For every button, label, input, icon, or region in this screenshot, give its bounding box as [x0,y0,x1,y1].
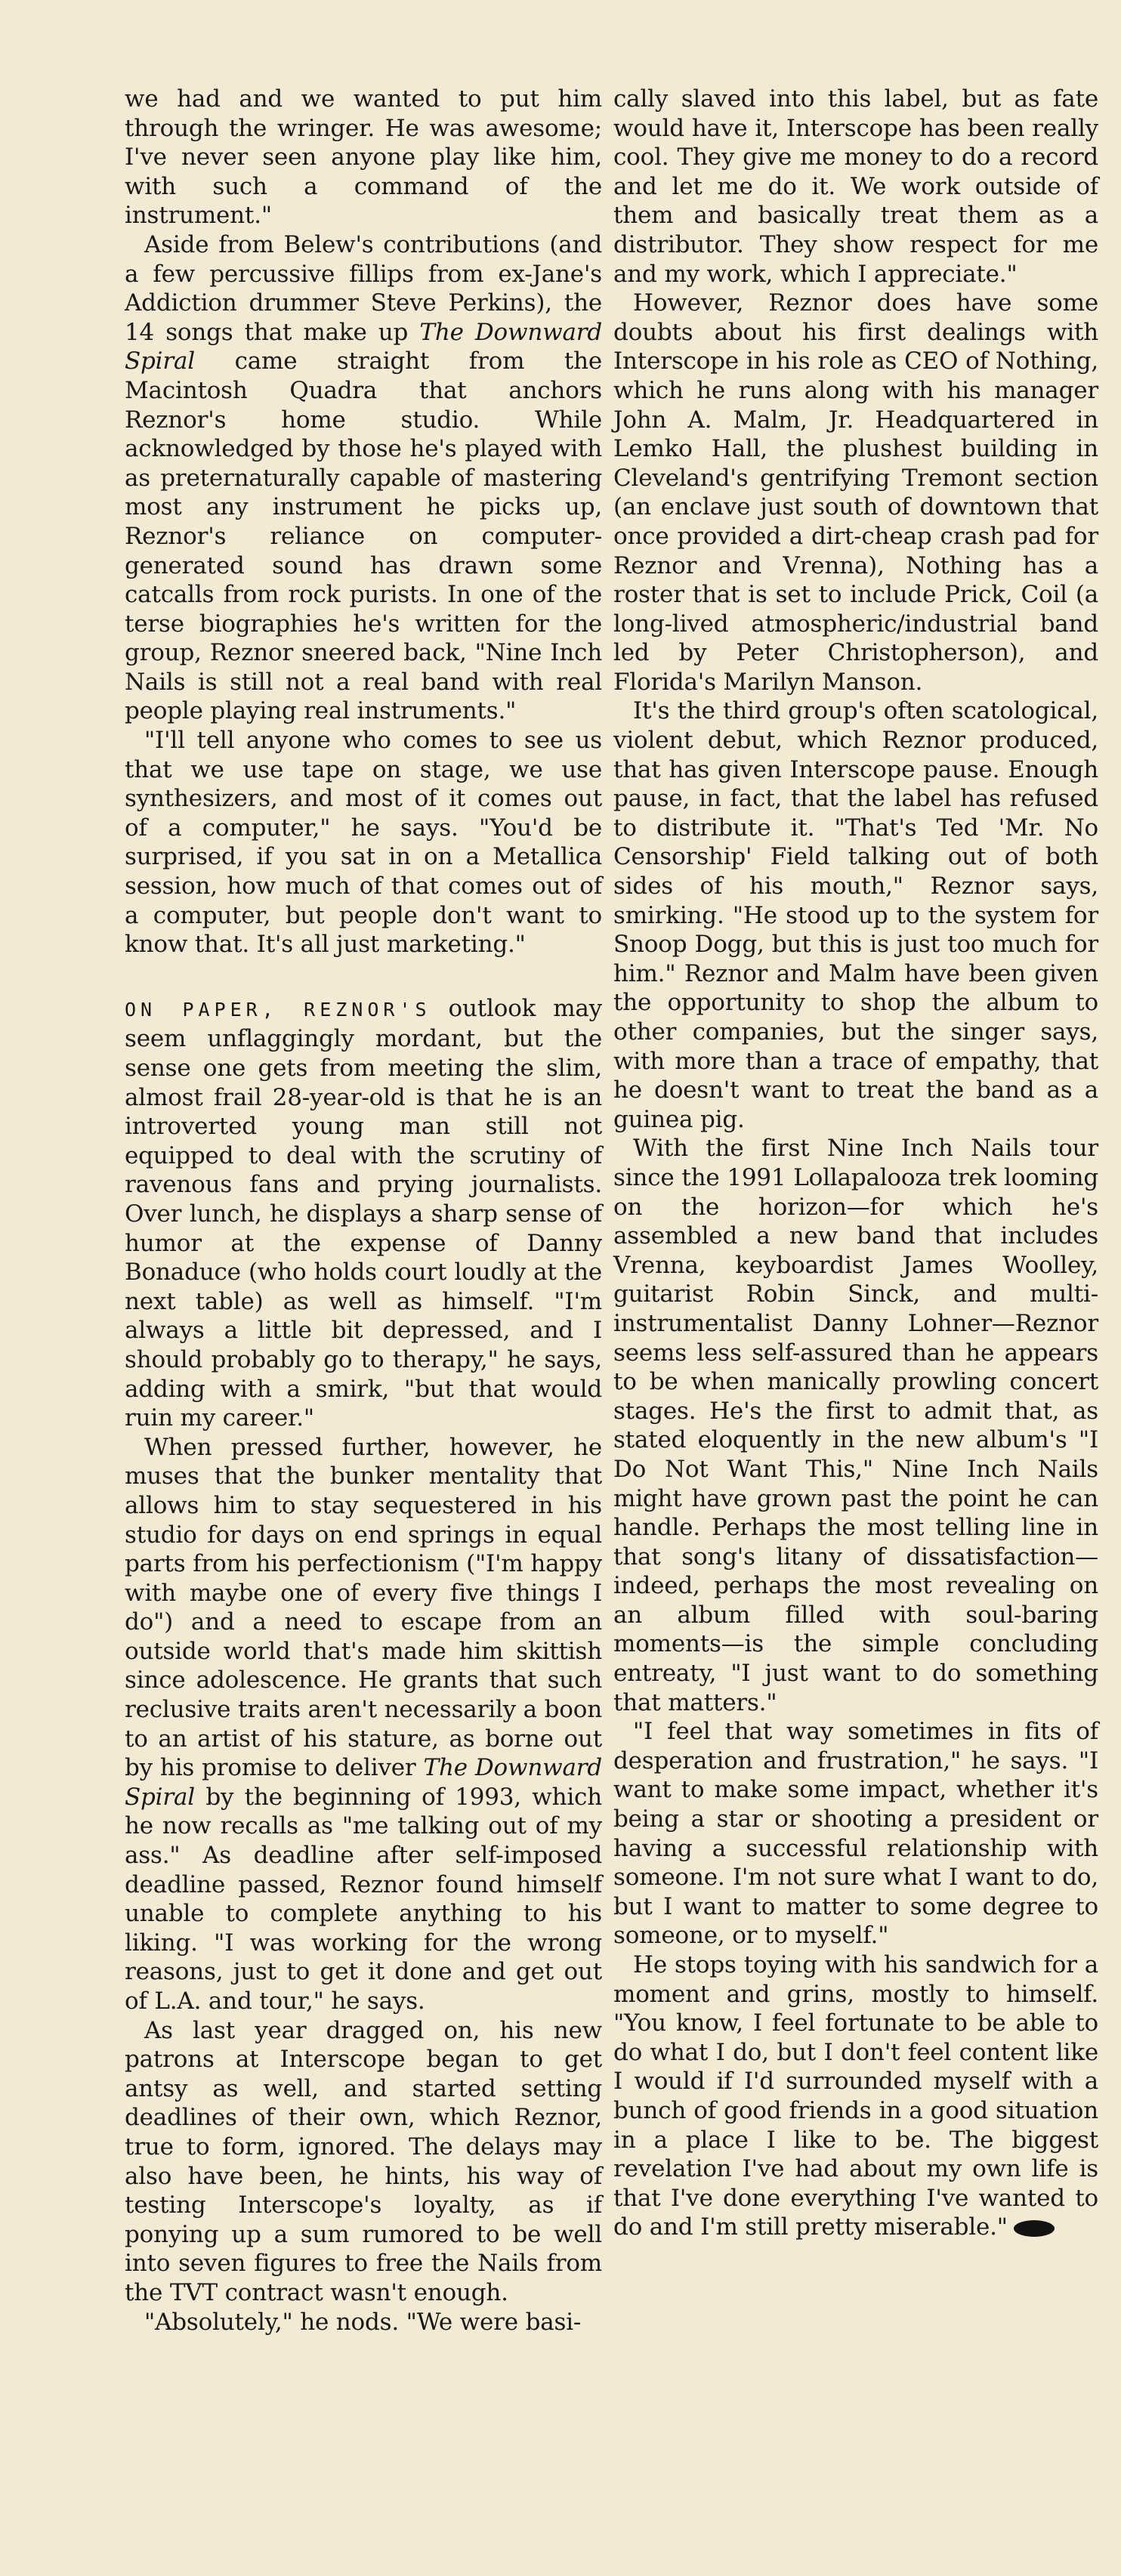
paragraph-continued-right: cally slaved into this label, but as fate would have it, Interscope has been really cool. They give me money to do a record and let me do it. We work outside of them and basically treat them as a distributor. They show respect for me and my work, which I appreciate." [613,85,1098,288]
paragraph-tape-quote: "I'll tell anyone who comes to see us that we use tape on stage, we use synthesizers, and most of it comes out of a computer," he says. "You'd be surprised, if you sat in on a Metallica session, how much of that comes out of a computer, but people don't want to know that. It's all just marketing." [125,727,602,959]
left-column [125,85,602,2337]
paragraph-desperation: "I feel that way sometimes in fits of desperation and frustration," he says. "I want to make some impact, whether it's being a star or shooting a president or having a successful relationship with someone. I'm not sure what I want to do, but I want to matter to some degree to someone, or to myself." [613,1718,1098,1950]
paragraph-absolutely: "Absolutely," he nods. "We were basi- [144,2308,582,2336]
paragraph-tour: With the first Nine Inch Nails tour since the 1991 Lollapalooza trek looming on the horizon—for which he's assembled a new band that includes Vrenna, keyboardist James Woolley, guitarist Robin Sinck, and multi-instrumentalist Danny Lohner—Reznor seems less self-assured than he appears to be when manically prowling concert stages. He's the first to admit that, as stated eloquently in the new album's "I Do Not Want This," Nine Inch Nails might have grown past the point he can handle. Perhaps the most telling line in that song's litany of dissatisfaction—indeed, perhaps the most revealing on an album filled with soul-baring moments—is the simple concluding entreaty, "I just want to do something that matters." [613,1135,1098,1716]
paragraph-nothing-label: However, Reznor does have some doubts about his first dealings with Interscope in his role as CEO of Nothing, which he runs along with his manager John A. Malm, Jr. Headquartered in Lemko Hall, the plushest building in Cleveland's gentrifying Tremont section (an enclave just south of downtown that once provided a dirt-cheap crash pad for Reznor and Vrenna), Nothing has a roster that is set to include Prick, Coil (a long-lived atmospheric/industrial band led by Peter Christopherson), and Florida's Marilyn Manson. [613,289,1098,696]
paragraph-marilyn-manson: It's the third group's often scatological, violent debut, which Reznor produced, that has given Interscope pause. Enough pause, in fact, that the label has refused to distribute it. "That's Ted 'Mr. No Censorship' Field talking out of both sides of his mouth," Reznor says, smirking. "He stood up to the system for Snoop Dogg, but this is just too much for him." Reznor and Malm have been given the opportunity to shop the album to other companies, but the singer says, with more than a trace of empathy, that he doesn't want to treat the band as a guinea pig. [613,697,1098,1133]
paragraph-belew: Aside from Belew's contributions (and a few percussive fillips from ex-Jane's Addiction drummer Steve Perkins), the 14 songs that make up The Downward Spiral came straight from the Macintosh Quadra that anchors Reznor's home studio. While acknowledged by those he's played with as preternaturally capable of mastering most any instrument he picks up, Reznor's reliance on computer-generated sound has drawn some catcalls from rock purists. In one of the terse biographies he's written for the group, Reznor sneered back, "Nine Inch Nails is still not a real band with real people playing real instruments." [125,230,602,725]
paragraph-continued: we had and we wanted to put him through the wringer. He was awesome; I've never seen anyone play like him, with such a command of the instrument." [125,85,602,230]
paragraph-bunker: When pressed further, however, he muses that the bunker mentality that allows him to stay sequestered in his studio for days on end springs in equal parts from his perfectionism ("I'm happy with maybe one of every five things I do") and a need to escape from an outside world that's made him skittish since adolescence. He grants that such reclusive traits aren't necessarily a boon to an artist of his stature, as borne out by his promise to deliver The Downward Spiral by the beginning of 1993, which he now recalls as "me talking out of my ass." As deadline after self-imposed deadline passed, Reznor found himself unable to complete anything to his liking. "I was working for the wrong reasons, just to get it done and get out of L.A. and tour," he says. [125,1433,602,2015]
album-title: The Downward Spiral [125,1754,602,1811]
right-column [613,85,1098,2242]
album-title: The Downward Spiral [125,318,602,375]
paragraph-final: He stops toying with his sandwich for a moment and grins, mostly to himself. "You know, I feel fortunate to be able to do what I do, but I don't feel content like I would if I'd surrounded myself with a bunch of good friends in a good situation in a place I like to be. The biggest revelation I've had about my own life is that I've done everything I've wanted to do and I'm still pretty miserable." [613,1951,1098,2241]
section-lead-in: ON PAPER, REZNOR'S [125,998,431,1021]
paragraph-interscope: As last year dragged on, his new patrons at Interscope began to get antsy as well, and started setting deadlines of their own, which Reznor, true to form, ignored. The delays may also have been, he hints, his way of testing Interscope's loyalty, as if ponying up a sum rumored to be well into seven figures to free the Nails from the TVT contract wasn't enough. [125,2016,602,2306]
paragraph-on-paper: ON PAPER, REZNOR'S outlook may seem unflaggingly mordant, but the sense one gets from meeting the slim, almost frail 28-year-old is that he is an introverted young man still not equipped to deal with the scrutiny of ravenous fans and prying journalists. Over lunch, he displays a sharp sense of humor at the expense of Danny Bonaduce (who holds court loudly at the next table) as well as himself. "I'm always a little bit depressed, and I should probably go to therapy," he says, adding with a smirk, "but that would ruin my career." [125,994,602,1432]
end-of-article-icon [1014,2220,1055,2237]
